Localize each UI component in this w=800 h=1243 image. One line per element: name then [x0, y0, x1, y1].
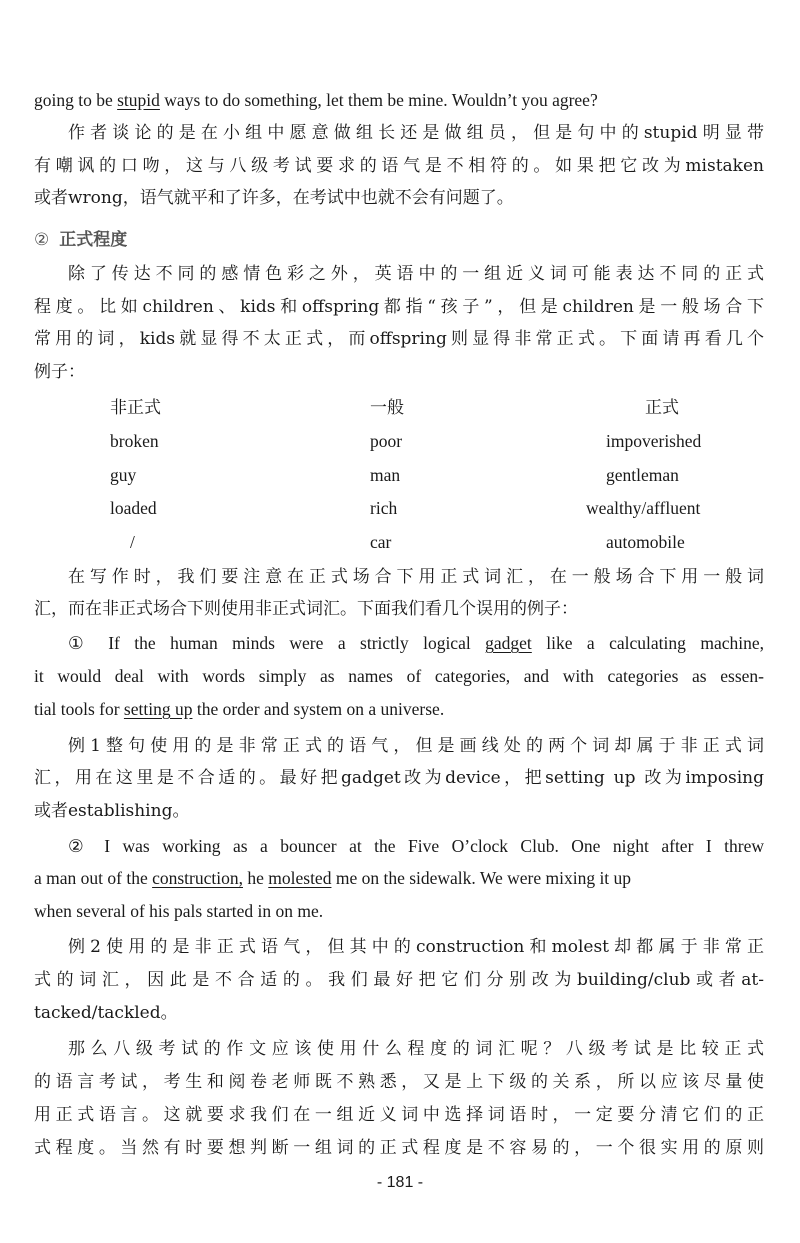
underlined-word: construction,	[152, 868, 243, 888]
page-number: - 181 -	[376, 1174, 424, 1191]
paragraph-line: 用正式语言。这就要求我们在一组近义词中选择词语时，一定要分清它们的正	[34, 1105, 764, 1125]
section-heading	[34, 228, 127, 252]
table-cell: broken	[110, 431, 159, 451]
example-line	[68, 631, 764, 655]
paragraph-line: 除了传达不同的感情色彩之外，英语中的一组近义词可能表达不同的正式	[68, 264, 764, 284]
table-header: 一般	[370, 398, 404, 418]
paragraph-line: 那么八级考试的作文应该使用什么程度的词汇呢？八级考试是比较正式	[68, 1039, 764, 1059]
paragraph-line: 汇，用在这里是不合适的。最好把gadget改为device，把setting up 改为imposing	[34, 768, 764, 788]
table-header: 正式	[645, 398, 679, 418]
table-header: 非正式	[110, 398, 161, 418]
underlined-word: molested	[268, 868, 332, 888]
text-span: ① If the human minds were a strictly logical	[68, 633, 486, 653]
paragraph-line: tacked/tackled。	[34, 1003, 178, 1023]
table-cell: loaded	[110, 498, 157, 518]
section-number: ②	[34, 230, 50, 250]
table-cell: guy	[110, 465, 137, 485]
paragraph-line: 汇，而在非正式场合下则使用非正式词汇。下面我们看几个误用的例子：	[34, 599, 578, 619]
table-cell: gentleman	[606, 465, 679, 485]
text-span: he	[242, 868, 269, 888]
underlined-word: setting up	[123, 699, 193, 719]
paragraph-line: 式的词汇，因此是不合适的。我们最好把它们分别改为building/club或者at-	[34, 970, 764, 990]
text-span: the order and system on a universe.	[192, 699, 445, 719]
text-span: like a calculating machine,	[531, 633, 764, 653]
table-cell: wealthy/affluent	[586, 498, 701, 518]
paragraph-line: 或者wrong，语气就平和了许多，在考试中也就不会有问题了。	[34, 188, 514, 208]
example-line: when several of his pals started in on me.	[34, 901, 324, 921]
paragraph-line: 式程度。当然有时要想判断一组词的正式程度是不容易的，一个很实用的原则	[34, 1138, 764, 1158]
table-cell: man	[370, 465, 401, 485]
example-line	[34, 866, 764, 890]
paragraph-line	[34, 88, 764, 112]
paragraph-line: 例2使用的是非正式语气，但其中的construction和molest却都属于非常正	[68, 937, 764, 957]
text-span: ways to do something, let them be mine. Wouldn’t you agree?	[159, 90, 598, 110]
paragraph-line: 作者谈论的是在小组中愿意做组长还是做组员，但是句中的stupid明显带	[68, 123, 764, 143]
table-cell: rich	[370, 498, 398, 518]
paragraph-line: 的语言考试，考生和阅卷老师既不熟悉，又是上下级的关系，所以应该尽量使	[34, 1072, 764, 1092]
paragraph-line: 在写作时，我们要注意在正式场合下用正式词汇，在一般场合下用一般词	[68, 567, 764, 587]
example-line: it would deal with words simply as names of categories, and with categories as essen-	[34, 666, 764, 686]
table-cell: automobile	[606, 532, 685, 552]
text-span: me on the sidewalk. We were mixing it up	[331, 868, 632, 888]
text-span: a man out of the	[34, 868, 153, 888]
table-cell: impoverished	[606, 431, 702, 451]
underlined-word: stupid	[117, 90, 160, 110]
paragraph-line: 有嘲讽的口吻，这与八级考试要求的语气是不相符的。如果把它改为mistaken	[34, 156, 764, 176]
paragraph-line: 或者establishing。	[34, 801, 190, 821]
underlined-word: gadget	[485, 633, 532, 653]
table-cell: poor	[370, 431, 403, 451]
example-line	[34, 697, 764, 721]
paragraph-line: 例1整句使用的是非常正式的语气，但是画线处的两个词却属于非正式词	[68, 736, 764, 756]
table-cell: car	[370, 532, 392, 552]
example-line: ② I was working as a bouncer at the Five O’clock Club. One night after I threw	[68, 836, 764, 856]
text-span: tial tools for	[34, 699, 124, 719]
paragraph-line: 常用的词，kids就显得不太正式，而offspring则显得非常正式。下面请再看几个	[34, 329, 764, 349]
table-cell: /	[130, 532, 135, 552]
paragraph-line: 例子：	[34, 362, 85, 382]
paragraph-line: 程度。比如children、kids和offspring都指“孩子”，但是children是一般场合下	[34, 297, 764, 317]
section-title: 正式程度	[59, 230, 128, 250]
text-span: going to be	[34, 90, 118, 110]
